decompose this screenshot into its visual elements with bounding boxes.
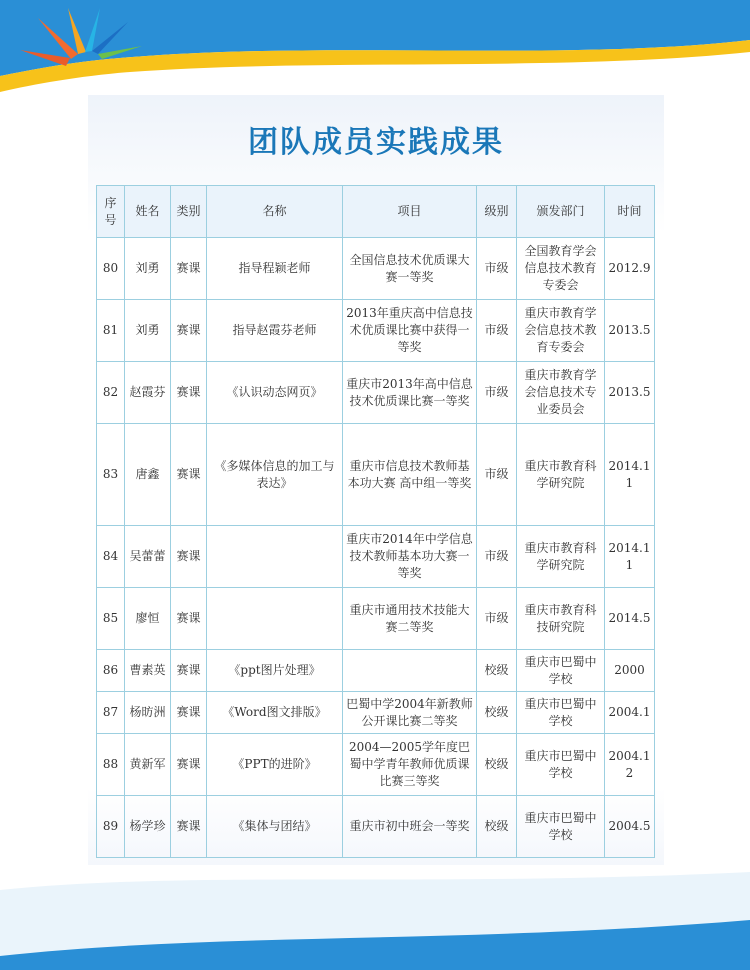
cell-title: 《ppt图片处理》 [207,650,343,692]
table-row [97,588,655,650]
cell-level: 市级 [477,300,517,362]
cell-time: 2014.11 [605,526,655,588]
cell-category: 赛课 [171,424,207,526]
cell-category: 赛课 [171,526,207,588]
cell-category: 赛课 [171,362,207,424]
cell-department: 重庆市教育学会信息技术专业委员会 [517,362,605,424]
header-department: 颁发部门 [517,186,605,238]
cell-title: 《PPT的进阶》 [207,734,343,796]
cell-name: 曹素英 [125,650,171,692]
cell-project: 2013年重庆高中信息技术优质课比赛中获得一等奖 [343,300,477,362]
cell-project: 重庆市信息技术教师基本功大赛 高中组一等奖 [343,424,477,526]
page-title: 团队成员实践成果 [248,125,504,160]
cell-category: 赛课 [171,734,207,796]
cell-level: 校级 [477,692,517,734]
table-row [97,300,655,362]
cell-department: 重庆市教育科学研究院 [517,424,605,526]
cell-project: 重庆市2014年中学信息技术教师基本功大赛一等奖 [343,526,477,588]
cell-title: 《认识动态网页》 [207,362,343,424]
cell-category: 赛课 [171,238,207,300]
cell-level: 市级 [477,362,517,424]
cell-name: 唐鑫 [125,424,171,526]
table-row [97,692,655,734]
header-band [0,0,750,100]
cell-time: 2013.5 [605,300,655,362]
cell-level: 校级 [477,650,517,692]
cell-level: 市级 [477,424,517,526]
cell-time: 2014.5 [605,588,655,650]
cell-time: 2000 [605,650,655,692]
table-row [97,526,655,588]
cell-no: 82 [97,362,125,424]
achievements-table [96,185,655,858]
cell-project: 重庆市2013年高中信息技术优质课比赛一等奖 [343,362,477,424]
cell-department: 全国教育学会信息技术教育专委会 [517,238,605,300]
cell-no: 89 [97,796,125,858]
cell-level: 市级 [477,526,517,588]
cell-level: 校级 [477,796,517,858]
cell-title: 《Word图文排版》 [207,692,343,734]
table-row [97,238,655,300]
header-project: 项目 [343,186,477,238]
cell-department: 重庆市巴蜀中学校 [517,692,605,734]
cell-name: 赵霞芬 [125,362,171,424]
cell-level: 市级 [477,588,517,650]
cell-time: 2012.9 [605,238,655,300]
cell-level: 市级 [477,238,517,300]
header-no: 序号 [97,186,125,238]
cell-title [207,588,343,650]
cell-no: 88 [97,734,125,796]
cell-no: 81 [97,300,125,362]
cell-no: 83 [97,424,125,526]
cell-category: 赛课 [171,300,207,362]
cell-project: 重庆市通用技术技能大赛二等奖 [343,588,477,650]
cell-department: 重庆市教育科学研究院 [517,526,605,588]
cell-name: 廖恒 [125,588,171,650]
cell-project: 巴蜀中学2004年新教师公开课比赛二等奖 [343,692,477,734]
header-name: 姓名 [125,186,171,238]
cell-department: 重庆市巴蜀中学校 [517,796,605,858]
cell-time: 2004.12 [605,734,655,796]
cell-department: 重庆市教育科技研究院 [517,588,605,650]
cell-category: 赛课 [171,692,207,734]
header-category: 类别 [171,186,207,238]
cell-name: 杨学珍 [125,796,171,858]
cell-project: 全国信息技术优质课大赛一等奖 [343,238,477,300]
cell-department: 重庆市教育学会信息技术教育专委会 [517,300,605,362]
header-title: 名称 [207,186,343,238]
cell-title: 《多媒体信息的加工与表达》 [207,424,343,526]
header-time: 时间 [605,186,655,238]
table-row [97,734,655,796]
cell-title: 指导赵霞芬老师 [207,300,343,362]
cell-no: 80 [97,238,125,300]
cell-title: 指导程颖老师 [207,238,343,300]
table-row [97,796,655,858]
cell-time: 2004.5 [605,796,655,858]
cell-no: 84 [97,526,125,588]
header-level: 级别 [477,186,517,238]
cell-project: 重庆市初中班会一等奖 [343,796,477,858]
table-row [97,424,655,526]
cell-name: 刘勇 [125,238,171,300]
cell-name: 刘勇 [125,300,171,362]
cell-department: 重庆市巴蜀中学校 [517,650,605,692]
cell-category: 赛课 [171,588,207,650]
cell-category: 赛课 [171,650,207,692]
cell-category: 赛课 [171,796,207,858]
footer-band [0,860,750,970]
cell-name: 吴蕾蕾 [125,526,171,588]
table-row [97,362,655,424]
cell-name: 黄新军 [125,734,171,796]
cell-department: 重庆市巴蜀中学校 [517,734,605,796]
cell-title: 《集体与团结》 [207,796,343,858]
cell-time: 2013.5 [605,362,655,424]
cell-level: 校级 [477,734,517,796]
cell-project: 2004—2005学年度巴蜀中学青年教师优质课比赛三等奖 [343,734,477,796]
cell-title [207,526,343,588]
cell-no: 86 [97,650,125,692]
cell-project [343,650,477,692]
cell-no: 87 [97,692,125,734]
cell-time: 2004.1 [605,692,655,734]
table-row [97,650,655,692]
cell-time: 2014.11 [605,424,655,526]
cell-name: 杨昉洲 [125,692,171,734]
cell-no: 85 [97,588,125,650]
table-header-row [97,186,655,238]
